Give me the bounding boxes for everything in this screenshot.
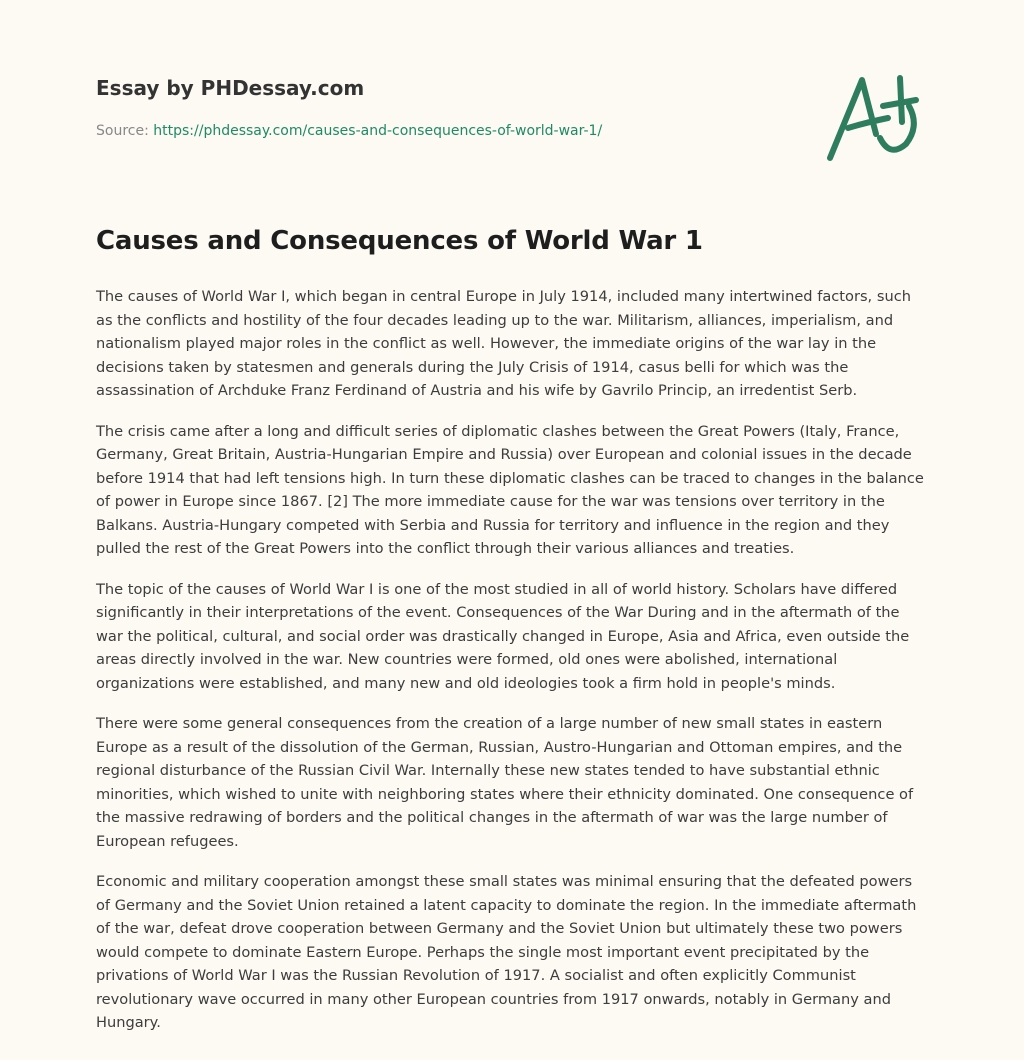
paragraph-line: assassination of Archduke Franz Ferdinand of Austria and his wife by Gavrilo Princip, an irredentist Serb.: [96, 382, 858, 399]
paragraph-line: The causes of World War I, which began in central Europe in July 1914, included many intertwined factors, such: [96, 288, 911, 305]
paragraph-line: minorities, which wished to unite with neighboring states where their ethnicity dominated. One consequence of: [96, 785, 914, 803]
paragraph-line: pulled the rest of the Great Powers into the conflict through their various alliances and treaties.: [96, 540, 795, 557]
paragraph-line: of power in Europe since 1867. [2] The more immediate cause for the war was tensions over territory in the: [96, 493, 885, 510]
paragraph-line: before 1914 that had left tensions high. In turn these diplomatic clashes can be traced to changes in the balance: [96, 469, 924, 487]
paragraph-line: areas directly involved in the war. New countries were formed, old ones were abolished, international: [96, 651, 838, 668]
a-plus-logo-icon: [818, 66, 938, 170]
essay-paragraph: [96, 870, 936, 1035]
essay-paragraph: [96, 578, 936, 696]
paragraph-line: Economic and military cooperation amongst these small states was minimal ensuring that the defeated powers: [96, 873, 913, 890]
paragraph-line: The crisis came after a long and difficult series of diplomatic clashes between the Great Powers (Italy, France,: [96, 422, 900, 440]
site-title: Essay by PHDessay.com: [96, 76, 365, 100]
paragraph-line: Balkans. Austria-Hungary competed with Serbia and Russia for territory and influence in the region and they: [96, 516, 890, 534]
paragraph-line: There were some general consequences from the creation of a large number of new small states in eastern: [96, 715, 883, 732]
paragraph-line: of Germany and the Soviet Union retained a latent capacity to dominate the region. In the immediate aftermath: [96, 896, 917, 914]
essay-title: Causes and Consequences of World War 1: [96, 226, 703, 256]
source-link[interactable]: https://phdessay.com/causes-and-consequences-of-world-war-1/: [153, 123, 603, 139]
essay-paragraph: [96, 712, 936, 853]
essay-paragraph: [96, 285, 936, 403]
essay-paragraph: [96, 420, 936, 561]
paragraph-line: would compete to dominate Eastern Europe. Perhaps the single most important event precipitated by the: [96, 943, 870, 961]
paragraph-line: Europe as a result of the dissolution of the German, Russian, Austro-Hungarian and Ottoman empires, and the: [96, 738, 903, 756]
source-line: [96, 123, 602, 139]
paragraph-line: privations of World War I was the Russian Revolution of 1917. A socialist and often explicitly Communist: [96, 967, 856, 984]
paragraph-line: nationalism played major roles in the conflict as well. However, the immediate origins of the war lay in the: [96, 335, 877, 352]
paragraph-line: the massive redrawing of borders and the political changes in the aftermath of war was the large number of: [96, 809, 888, 826]
paragraph-line: revolutionary wave occurred in many other European countries from 1917 onwards, notably in Germany and: [96, 990, 891, 1008]
paragraph-line: as the conflicts and hostility of the four decades leading up to the war. Militarism, alliances, imperialism, and: [96, 311, 894, 329]
paragraph-line: regional disturbance of the Russian Civil War. Internally these new states tended to have substantial ethnic: [96, 762, 880, 779]
source-label: Source:: [96, 123, 149, 139]
paragraph-line: Hungary.: [96, 1014, 161, 1031]
essay-body: [96, 285, 936, 1052]
paragraph-line: decisions taken by statesmen and generals during the July Crisis of 1914, casus belli for which was the: [96, 358, 849, 376]
paragraph-line: of the war, defeat drove cooperation between Germany and the Soviet Union but ultimately these two powers: [96, 920, 903, 937]
paragraph-line: The topic of the causes of World War I is one of the most studied in all of world history. Scholars have differed: [96, 580, 898, 598]
paragraph-line: Germany, Great Britain, Austria-Hungarian Empire and Russia) over European and colonial issues in the decade: [96, 446, 912, 463]
paragraph-line: organizations were established, and many new and old ideologies took a firm hold in people's minds.: [96, 674, 836, 692]
paragraph-line: war the political, cultural, and social order was drastically changed in Europe, Asia and Africa, even outside the: [96, 627, 910, 645]
paragraph-line: European refugees.: [96, 832, 239, 850]
paragraph-line: significantly in their interpretations of the event. Consequences of the War During and in the aftermath of the: [96, 604, 900, 621]
